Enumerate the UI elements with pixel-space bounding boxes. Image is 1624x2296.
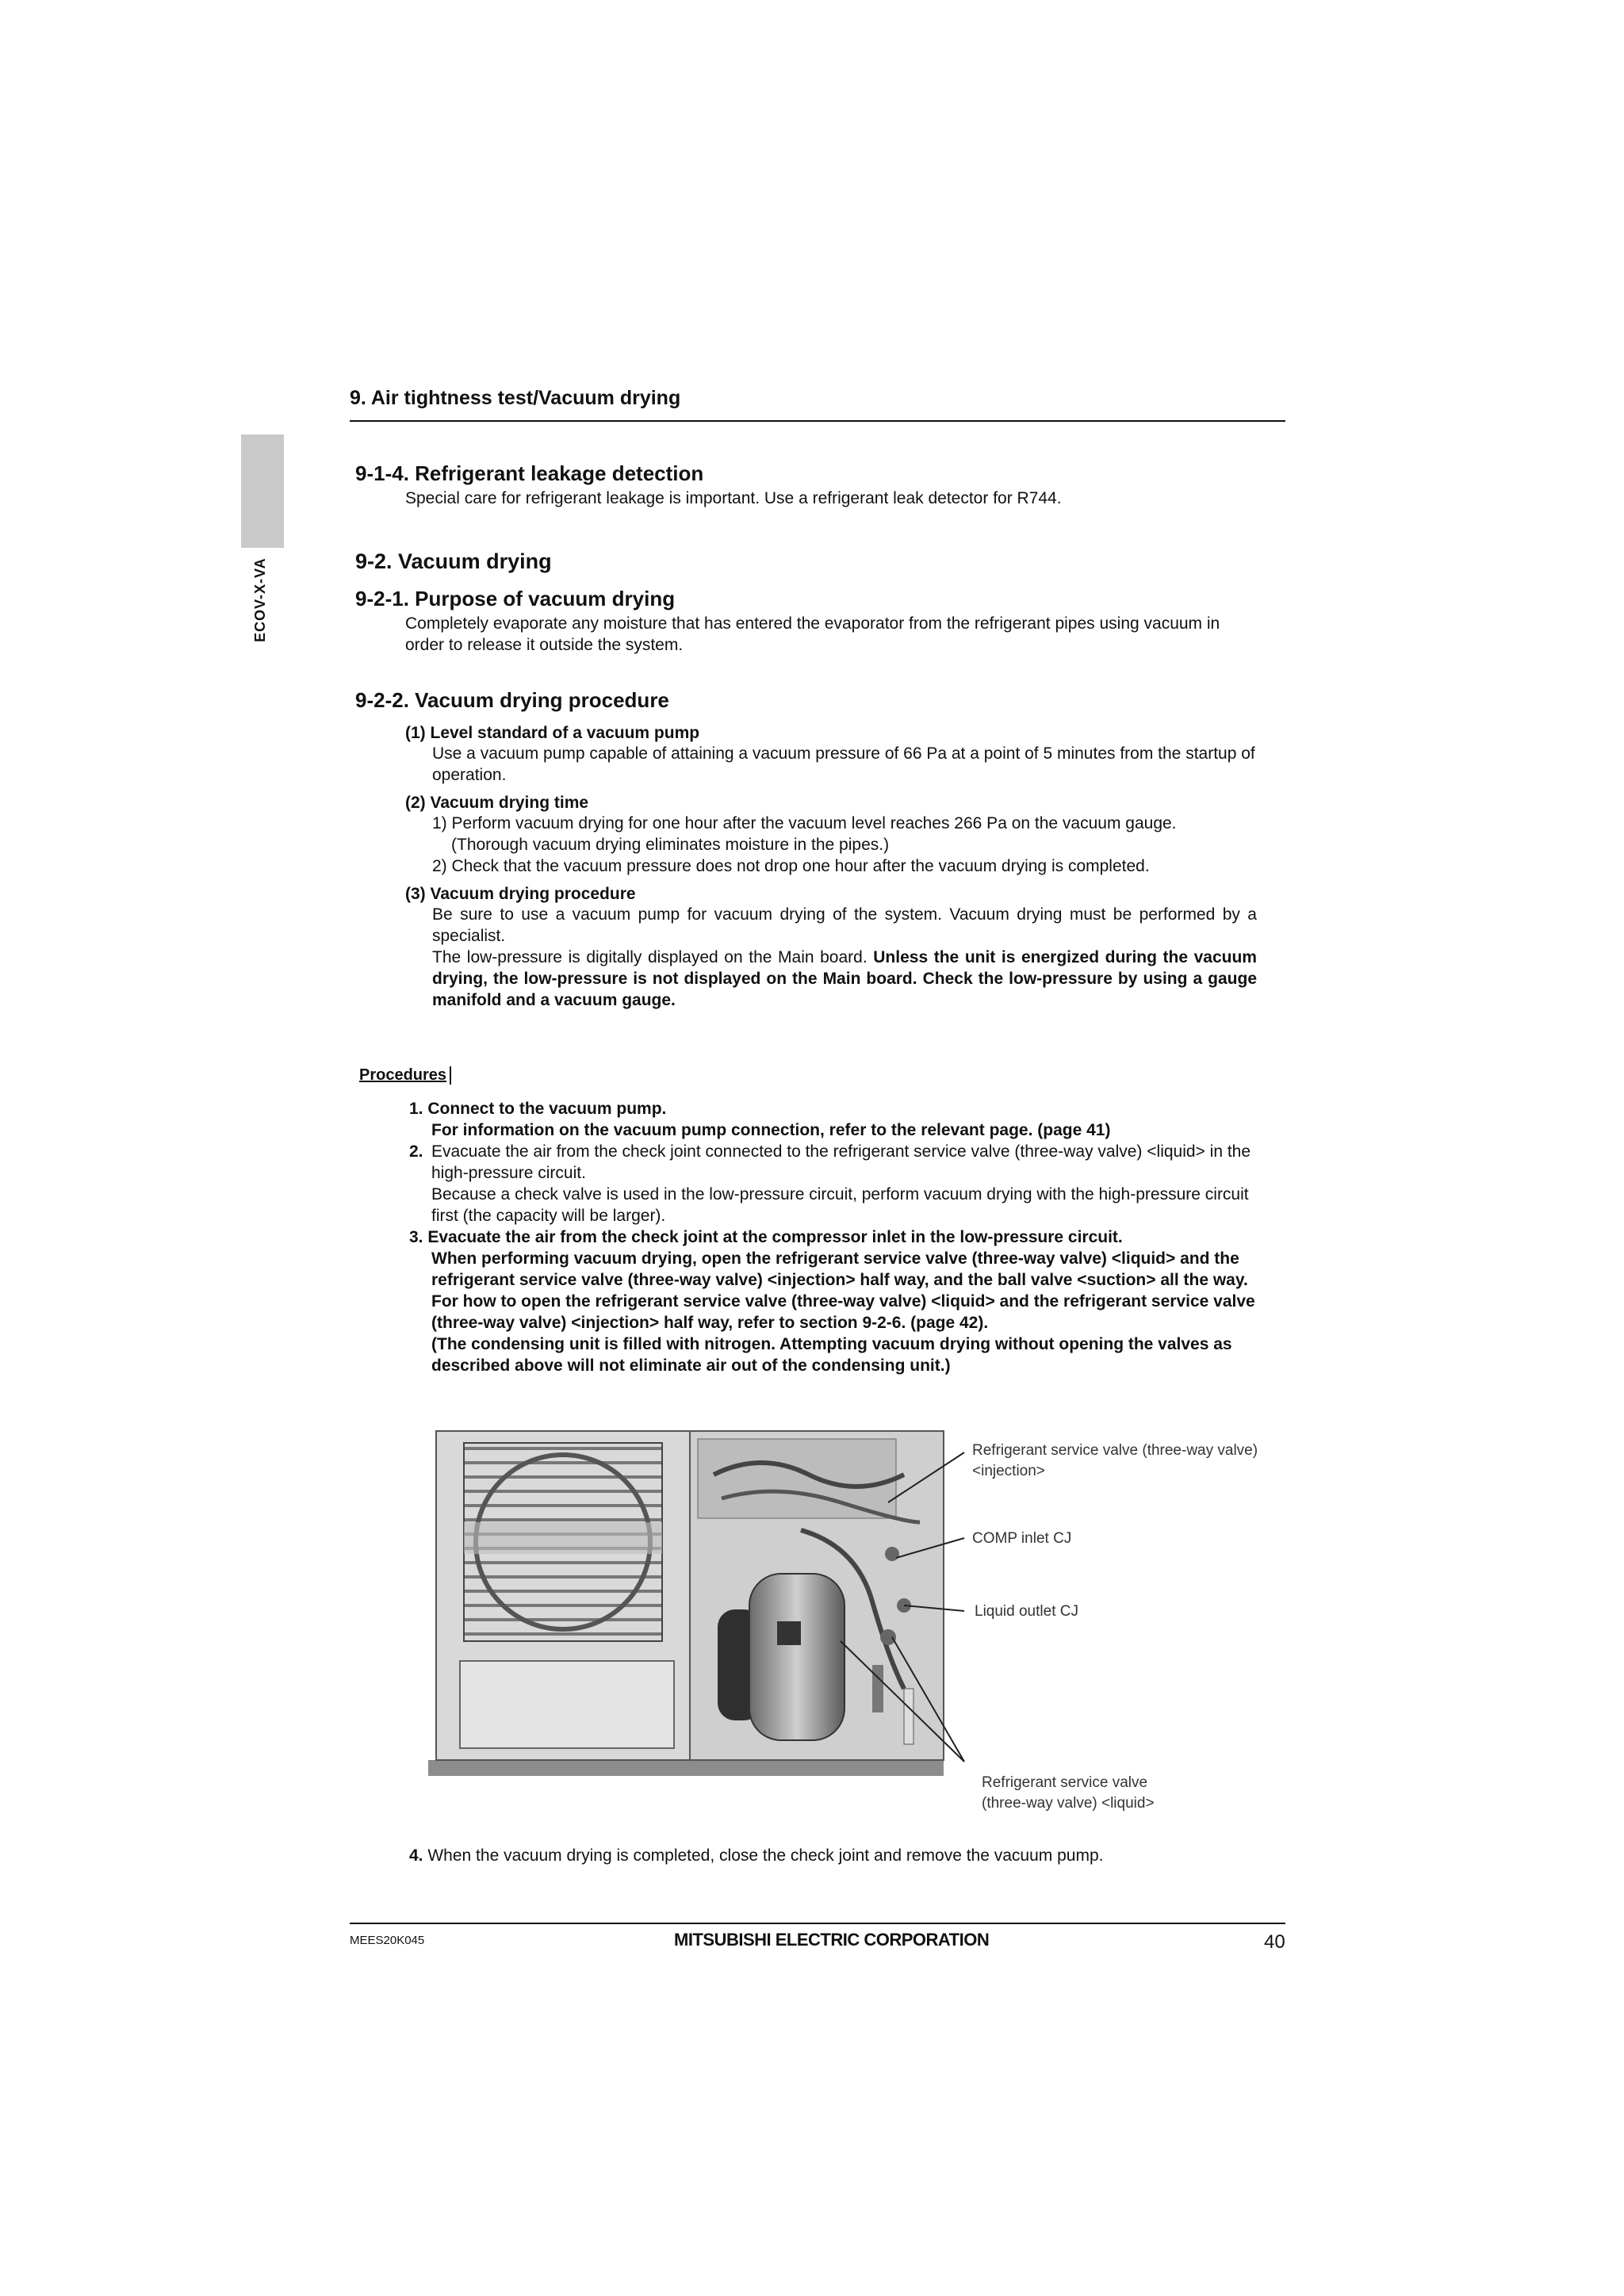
section-9-2-2 [355,688,1291,1011]
step2-num: 2. [409,1142,423,1161]
text-9-2-1: Completely evaporate any moisture that has entered the evaporator from the refrigerant pipes using vacuum in order to release it outside the system. [405,614,1220,654]
procedures-label: Procedures [359,1066,451,1085]
condensing-unit-figure [428,1427,967,1788]
step-1 [409,1098,1259,1141]
footer-rule [350,1923,1285,1924]
callout-liquid-line1: Refrigerant service valve [982,1774,1148,1791]
item2-line3: 2) Check that the vacuum pressure does not drop one hour after the vacuum drying is completed. [432,857,1150,875]
callout-liquid-outlet: Liquid outlet CJ [975,1603,1078,1620]
side-tab-label [252,557,274,714]
footer-doc-code: MEES20K045 [350,1934,425,1947]
text-9-1-4: Special care for refrigerant leakage is important. Use a refrigerant leak detector for R744. [405,489,1062,507]
callout-injection-line1: Refrigerant service valve (three-way valve) [972,1442,1258,1459]
side-tab-marker [241,434,284,548]
step4-text: When the vacuum drying is completed, close the check joint and remove the vacuum pump. [427,1846,1104,1865]
heading-9-1-4: 9-1-4. Refrigerant leakage detection [355,461,704,485]
item1-text: Use a vacuum pump capable of attaining a vacuum pressure of 66 Pa at a point of 5 minutes from the startup of operation. [432,744,1255,784]
heading-9-2-2: 9-2-2. Vacuum drying procedure [355,688,669,712]
item3-text2 [432,947,1257,1011]
callout-injection-line2: <injection> [972,1463,1045,1479]
callout-injection-valve [972,1441,1258,1482]
item3-text2-bold: Unless the unit is energized during the vacuum drying, the low-pressure is not displayed on the Main board. Check the low-pressure by using a gauge manifold and a vacuum gauge. [432,948,1257,1009]
step-4 [409,1845,1259,1866]
item2-title: (2) Vacuum drying time [405,794,589,812]
header-rule [350,420,1285,422]
section-9-2 [355,549,552,574]
step1-line2: For information on the vacuum pump connection, refer to the relevant page. (page 41) [431,1121,1111,1139]
footer-page-number: 40 [1264,1931,1285,1953]
callout-comp-inlet: COMP inlet CJ [972,1530,1072,1547]
step3-line3: For how to open the refrigerant service valve (three-way valve) <liquid> and the refrigerant service valve (three-way valve) <injection> half way, refer to section 9-2-6. (page 42). [431,1292,1255,1332]
callout-liquid-valve [982,1773,1155,1814]
item3-text1: Be sure to use a vacuum pump for vacuum drying of the system. Vacuum drying must be performed by a specialist. [432,905,1257,945]
heading-9-2: 9-2. Vacuum drying [355,549,552,573]
item2-line2: (Thorough vacuum drying eliminates moisture in the pipes.) [451,836,890,854]
section-9-2-1 [355,587,1275,656]
step3-line2: When performing vacuum drying, open the refrigerant service valve (three-way valve) <liquid> and the refrigerant service valve (three-way valve) <injection> half way, and the ball valve <suction> all the way. [431,1249,1248,1289]
step3-line1: 3. Evacuate the air from the check joint at the compressor inlet in the low-pressure circuit. [409,1228,1123,1246]
footer-company: MITSUBISHI ELECTRIC CORPORATION [674,1930,990,1950]
step-3 [409,1226,1259,1376]
step3-line4: (The condensing unit is filled with nitrogen. Attempting vacuum drying without opening the valves as described above will not eliminate air out of the condensing unit.) [431,1335,1232,1375]
item3-text2-plain: The low-pressure is digitally displayed on the Main board. [432,948,874,966]
step4-num: 4. [409,1846,423,1865]
step-2 [409,1141,1259,1226]
item2-line1: 1) Perform vacuum drying for one hour after the vacuum level reaches 266 Pa on the vacuum gauge. [432,814,1177,832]
step2-text: Evacuate the air from the check joint connected to the refrigerant service valve (three-way valve) <liquid> in the high-pressure circuit. [431,1142,1251,1182]
step2-text2: Because a check valve is used in the low-pressure circuit, perform vacuum drying with the high-pressure circuit first (the capacity will be larger). [431,1185,1249,1225]
step1-line1: 1. Connect to the vacuum pump. [409,1100,667,1118]
heading-9-2-1: 9-2-1. Purpose of vacuum drying [355,587,676,610]
side-tab-text: ECOV-X-VA [252,557,268,642]
item3-title: (3) Vacuum drying procedure [405,885,636,903]
callout-liquid-line2: (three-way valve) <liquid> [982,1795,1155,1812]
item1-title: (1) Level standard of a vacuum pump [405,724,700,742]
section-9-1-4 [355,461,1275,509]
section-title: 9. Air tightness test/Vacuum drying [350,387,681,409]
